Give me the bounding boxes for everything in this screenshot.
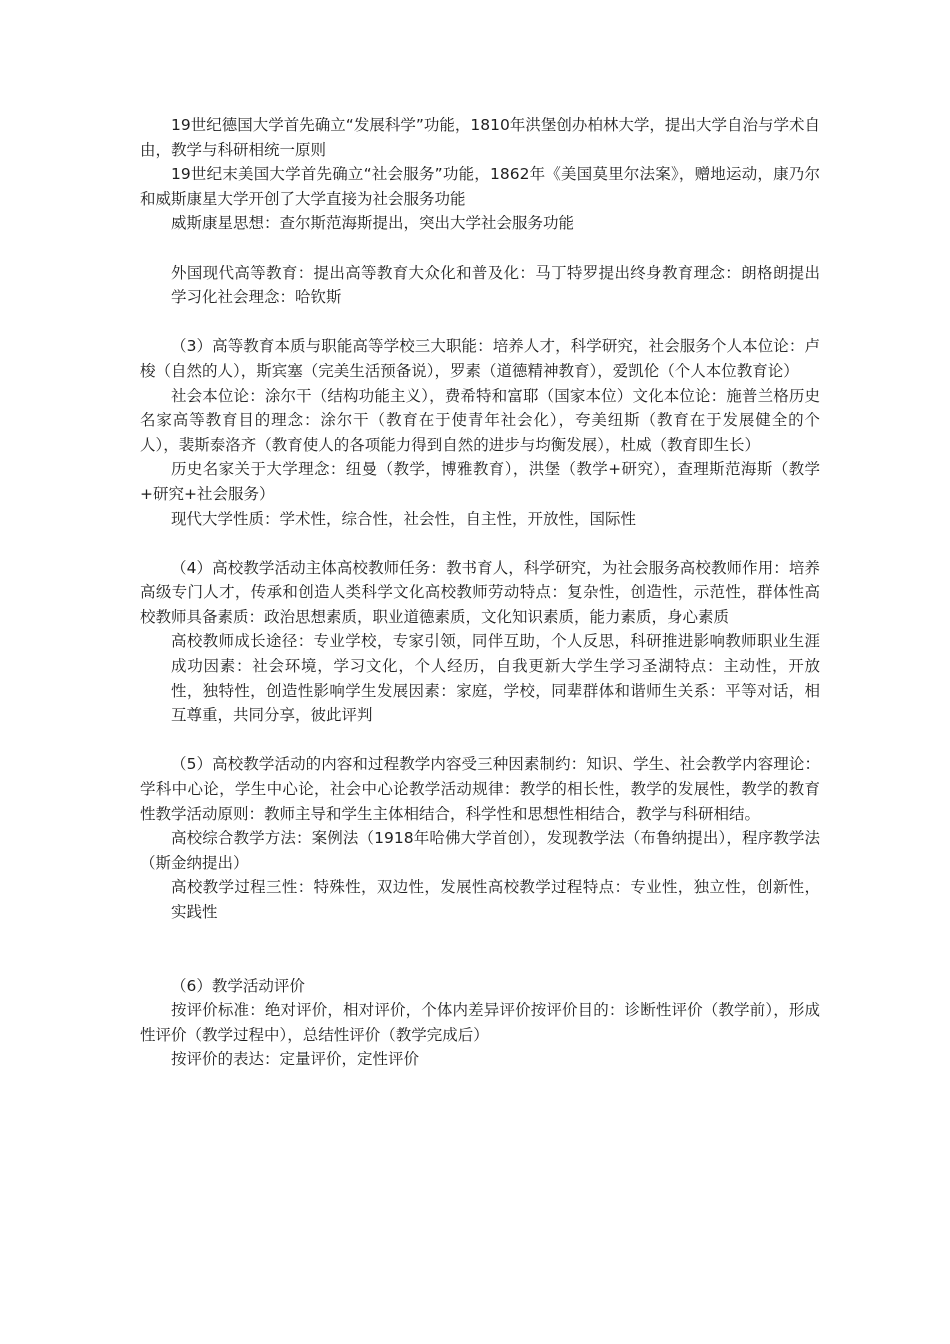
paragraph-teaching-methods: 高校综合教学方法：案例法（1918年哈佛大学首创），发现教学法（布鲁纳提出），程序教学法（斯金纳提出） — [140, 829, 820, 872]
spacer — [140, 531, 820, 556]
paragraph-social-standard: 社会本位论：涂尔干（结构功能主义），费希特和富耶（国家本位）文化本位论：施普兰格历史名家高等教育目的理念：涂尔干（教育在于使青年社会化），夸美纽斯（教育在于发展健全的个人），裴斯泰洛齐（教育使人的各项能力得到自然的进步与均衡发展），杜威（教育即生长） — [140, 386, 820, 454]
paragraph-teaching-process: 高校教学过程三性：特殊性，双边性，发展性高校教学过程特点：专业性，独立性，创新性，实践性 — [171, 878, 820, 921]
paragraph-section-5-heading: （5）高校教学活动的内容和过程教学内容受三种因素制约：知识、学生、社会教学内容理论：学科中心论，学生中心论，社会中心论教学活动规律：教学的相长性，教学的发展性，教学的教育性教学活动原则：教师主导和学生主体相结合，科学性和思想性相结合，教学与科研相结。 — [140, 755, 820, 823]
paragraph-evaluation-standard: 按评价标准：绝对评价，相对评价，个体内差异评价按评价目的：诊断性评价（教学前），形成性评价（教学过程中），总结性评价（教学完成后） — [140, 1001, 820, 1044]
paragraph-section-3-heading: （3）高等教育本质与职能高等学校三大职能：培养人才，科学研究，社会服务个人本位论：卢梭（自然的人），斯宾塞（完美生活预备说），罗素（道德精神教育），爱凯伦（个人本位教育论） — [140, 337, 820, 380]
paragraph-section-6-heading: （6）教学活动评价 — [171, 976, 305, 995]
paragraph-evaluation-expression: 按评价的表达：定量评价，定性评价 — [171, 1050, 420, 1069]
spacer — [140, 728, 820, 753]
paragraph-university-ideas: 历史名家关于大学理念：纽曼（教学，博雅教育），洪堡（教学+研究），查理斯范海斯（教学+研究+社会服务） — [140, 460, 820, 503]
paragraph-section-4-heading: （4）高校教学活动主体高校教师任务：教书育人，科学研究，为社会服务高校教师作用：培养高级专门人才，传承和创造人类科学文化高校教师劳动特点：复杂性，创造性，示范性，群体性高校教师具备素质：政治思想素质，职业道德素质，文化知识素质，能力素质，身心素质 — [140, 558, 820, 626]
spacer — [140, 925, 820, 974]
paragraph-germany-university: 19世纪德国大学首先确立“发展科学”功能，1810年洪堡创办柏林大学，提出大学自治与学术自由，教学与科研相统一原则 — [140, 116, 820, 159]
paragraph-us-university: 19世纪末美国大学首先确立“社会服务”功能，1862年《美国莫里尔法案》，赠地运动，康乃尔和威斯康星大学开创了大学直接为社会服务功能 — [140, 165, 820, 208]
paragraph-teacher-growth: 高校教师成长途径：专业学校，专家引领，同伴互助，个人反思，科研推进影响教师职业生涯成功因素：社会环境，学习文化，个人经历，自我更新大学生学习圣湖特点：主动性，开放性，独特性，创造性影响学生发展因素：家庭，学校，同辈群体和谐师生关系：平等对话，相互尊重，共同分享，彼此评判 — [171, 632, 820, 725]
document-body — [140, 113, 820, 1072]
paragraph-wisconsin-idea: 威斯康星思想：查尔斯范海斯提出，突出大学社会服务功能 — [171, 214, 575, 233]
spacer — [140, 236, 820, 261]
paragraph-foreign-higher-education: 外国现代高等教育：提出高等教育大众化和普及化：马丁特罗提出终身教育理念：朗格朗提出学习化社会理念：哈钦斯 — [171, 263, 820, 307]
spacer — [140, 310, 820, 335]
paragraph-modern-university-nature: 现代大学性质：学术性，综合性，社会性，自主性，开放性，国际性 — [171, 509, 637, 528]
